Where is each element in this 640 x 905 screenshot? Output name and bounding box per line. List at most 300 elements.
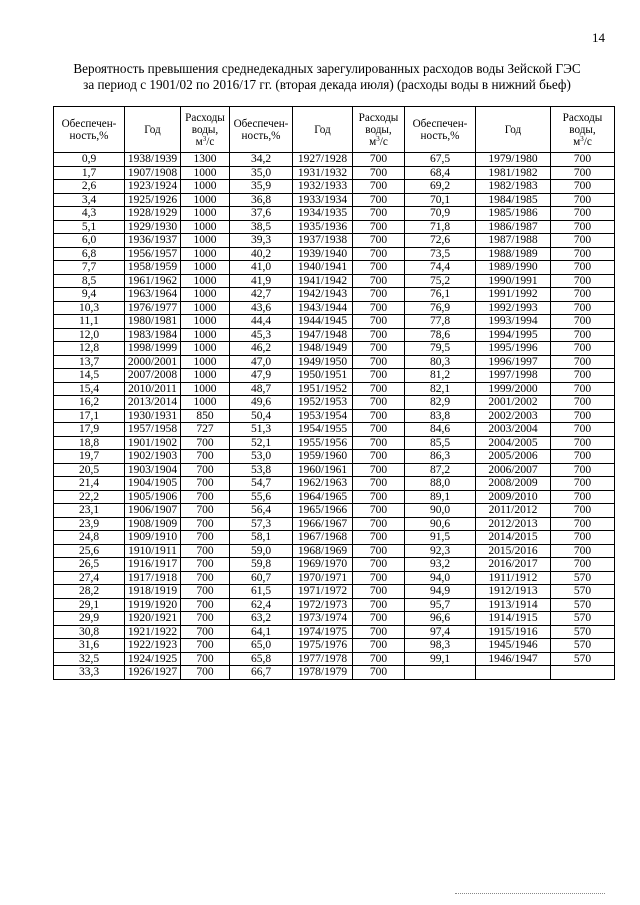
- cell-probability: 98,3: [405, 639, 476, 653]
- cell-year: 1942/1943: [293, 288, 353, 302]
- table-row: [54, 531, 615, 545]
- cell-flow: 700: [353, 436, 405, 450]
- cell-probability: 14,5: [54, 369, 125, 383]
- cell-flow: 700: [353, 490, 405, 504]
- cell-year: 1908/1909: [125, 517, 181, 531]
- cell-probability: 94,0: [405, 571, 476, 585]
- cell-year: 1991/1992: [476, 288, 551, 302]
- cell-flow: 700: [551, 423, 615, 437]
- cell-flow: 700: [551, 166, 615, 180]
- cell-year: 1988/1989: [476, 247, 551, 261]
- cell-year: 1994/1995: [476, 328, 551, 342]
- header-probability-line2: ность,%: [241, 129, 281, 142]
- cell-year: 1985/1986: [476, 207, 551, 221]
- cell-year: 1961/1962: [125, 274, 181, 288]
- cell-probability: 51,3: [230, 423, 293, 437]
- table-row: [54, 477, 615, 491]
- cell-flow: 700: [551, 409, 615, 423]
- cell-flow: 700: [353, 625, 405, 639]
- table-row: [54, 544, 615, 558]
- cell-probability: 57,3: [230, 517, 293, 531]
- cell-year: 2005/2006: [476, 450, 551, 464]
- cell-flow: 700: [353, 666, 405, 680]
- cell-probability: 64,1: [230, 625, 293, 639]
- cell-flow: 1000: [181, 396, 230, 410]
- cell-year: 1958/1959: [125, 261, 181, 275]
- table-row: [54, 180, 615, 194]
- cell-flow: 700: [353, 342, 405, 356]
- cell-probability: 91,5: [405, 531, 476, 545]
- cell-probability: 15,4: [54, 382, 125, 396]
- cell-year: 2000/2001: [125, 355, 181, 369]
- cell-probability: 39,3: [230, 234, 293, 248]
- cell-probability: 17,9: [54, 423, 125, 437]
- cell-flow: 700: [181, 598, 230, 612]
- cell-flow: 700: [551, 396, 615, 410]
- cell-flow: 700: [551, 463, 615, 477]
- cell-year: 1930/1931: [125, 409, 181, 423]
- cell-year: 1901/1902: [125, 436, 181, 450]
- cell-probability: 47,9: [230, 369, 293, 383]
- cell-probability: 28,2: [54, 585, 125, 599]
- cell-probability: 90,6: [405, 517, 476, 531]
- cell-flow: 700: [551, 288, 615, 302]
- cell-flow: 700: [551, 234, 615, 248]
- cell-probability: 13,7: [54, 355, 125, 369]
- cell-flow: 700: [181, 450, 230, 464]
- cell-year: 2002/2003: [476, 409, 551, 423]
- header-flow-line2: воды,: [569, 123, 596, 136]
- table-row: [54, 207, 615, 221]
- cell-flow: 700: [353, 450, 405, 464]
- cell-year: 1992/1993: [476, 301, 551, 315]
- cell-probability: 6,0: [54, 234, 125, 248]
- cell-probability: 5,1: [54, 220, 125, 234]
- cell-probability: 60,7: [230, 571, 293, 585]
- header-flow: [181, 107, 230, 153]
- cell-probability: 50,4: [230, 409, 293, 423]
- cell-year: 1972/1973: [293, 598, 353, 612]
- cell-year: [476, 666, 551, 680]
- cell-flow: 700: [551, 504, 615, 518]
- cell-probability: 69,2: [405, 180, 476, 194]
- cell-year: 1915/1916: [476, 625, 551, 639]
- cell-probability: 86,3: [405, 450, 476, 464]
- cell-probability: [405, 666, 476, 680]
- table-row: [54, 153, 615, 167]
- cell-year: 1909/1910: [125, 531, 181, 545]
- cell-probability: 24,8: [54, 531, 125, 545]
- cell-flow: 700: [551, 261, 615, 275]
- cell-year: 1934/1935: [293, 207, 353, 221]
- table-row: [54, 504, 615, 518]
- cell-year: 1914/1915: [476, 612, 551, 626]
- cell-flow: 700: [353, 504, 405, 518]
- cell-flow: 700: [181, 490, 230, 504]
- cell-flow: 700: [353, 355, 405, 369]
- cell-flow: 700: [353, 463, 405, 477]
- cell-year: 2013/2014: [125, 396, 181, 410]
- cell-year: 1944/1945: [293, 315, 353, 329]
- table-row: [54, 490, 615, 504]
- cell-flow: 1000: [181, 180, 230, 194]
- cell-probability: 96,6: [405, 612, 476, 626]
- cell-flow: 700: [181, 544, 230, 558]
- cell-year: 1979/1980: [476, 153, 551, 167]
- table-row: [54, 585, 615, 599]
- cell-probability: 61,5: [230, 585, 293, 599]
- cell-probability: 99,1: [405, 652, 476, 666]
- cell-flow: 1000: [181, 207, 230, 221]
- cell-flow: 1000: [181, 315, 230, 329]
- cell-probability: 56,4: [230, 504, 293, 518]
- table-row: [54, 598, 615, 612]
- cell-year: 1918/1919: [125, 585, 181, 599]
- cell-flow: 700: [551, 342, 615, 356]
- cell-flow: 700: [353, 477, 405, 491]
- cell-flow: 700: [353, 652, 405, 666]
- cell-year: 1999/2000: [476, 382, 551, 396]
- cell-probability: 68,4: [405, 166, 476, 180]
- cell-year: 1922/1923: [125, 639, 181, 653]
- cell-probability: 53,0: [230, 450, 293, 464]
- cell-flow: 700: [353, 328, 405, 342]
- table-row: [54, 571, 615, 585]
- cell-year: 2016/2017: [476, 558, 551, 572]
- cell-flow: 700: [181, 571, 230, 585]
- cell-flow: 700: [353, 315, 405, 329]
- cell-year: 1975/1976: [293, 639, 353, 653]
- table-row: [54, 166, 615, 180]
- cell-probability: 94,9: [405, 585, 476, 599]
- cell-year: 1996/1997: [476, 355, 551, 369]
- cell-flow: 700: [181, 612, 230, 626]
- cell-flow: 700: [353, 180, 405, 194]
- cell-flow: 700: [353, 301, 405, 315]
- cell-flow: 700: [551, 207, 615, 221]
- cell-flow: 700: [181, 517, 230, 531]
- header-row: [54, 107, 615, 153]
- cell-flow: 700: [353, 220, 405, 234]
- cell-probability: 62,4: [230, 598, 293, 612]
- cell-flow: 570: [551, 639, 615, 653]
- cell-year: 1983/1984: [125, 328, 181, 342]
- cell-probability: 75,2: [405, 274, 476, 288]
- cell-flow: 1000: [181, 261, 230, 275]
- cell-year: 1938/1939: [125, 153, 181, 167]
- cell-year: 1997/1998: [476, 369, 551, 383]
- cell-probability: 35,0: [230, 166, 293, 180]
- cell-probability: 11,1: [54, 315, 125, 329]
- cell-year: 2001/2002: [476, 396, 551, 410]
- table-row: [54, 652, 615, 666]
- cell-probability: 25,6: [54, 544, 125, 558]
- cell-year: 1913/1914: [476, 598, 551, 612]
- table-body: [54, 153, 615, 680]
- cell-flow: 700: [181, 639, 230, 653]
- cell-year: 1950/1951: [293, 369, 353, 383]
- cell-probability: 19,7: [54, 450, 125, 464]
- header-probability: [230, 107, 293, 153]
- cell-flow: 1000: [181, 382, 230, 396]
- cell-flow: 1000: [181, 301, 230, 315]
- cell-year: 1981/1982: [476, 166, 551, 180]
- cell-probability: 6,8: [54, 247, 125, 261]
- cell-flow: 700: [551, 220, 615, 234]
- cell-probability: 78,6: [405, 328, 476, 342]
- cell-probability: 52,1: [230, 436, 293, 450]
- cell-year: 1943/1944: [293, 301, 353, 315]
- cell-probability: 17,1: [54, 409, 125, 423]
- cell-probability: 18,8: [54, 436, 125, 450]
- cell-year: 1968/1969: [293, 544, 353, 558]
- header-flow-unit: $м^3/с$: [369, 134, 388, 148]
- cell-year: 1912/1913: [476, 585, 551, 599]
- cell-flow: 700: [181, 477, 230, 491]
- cell-probability: 9,4: [54, 288, 125, 302]
- cell-year: 1969/1970: [293, 558, 353, 572]
- cell-flow: 700: [353, 207, 405, 221]
- cell-year: 1954/1955: [293, 423, 353, 437]
- cell-year: 2009/2010: [476, 490, 551, 504]
- cell-flow: 700: [181, 531, 230, 545]
- cell-year: 1907/1908: [125, 166, 181, 180]
- cell-year: 1904/1905: [125, 477, 181, 491]
- cell-probability: 33,3: [54, 666, 125, 680]
- cell-probability: 40,2: [230, 247, 293, 261]
- cell-flow: 1300: [181, 153, 230, 167]
- cell-flow: 700: [353, 571, 405, 585]
- cell-probability: 72,6: [405, 234, 476, 248]
- cell-year: 1940/1941: [293, 261, 353, 275]
- cell-probability: 59,8: [230, 558, 293, 572]
- cell-probability: 46,2: [230, 342, 293, 356]
- table-row: [54, 396, 615, 410]
- cell-year: 1982/1983: [476, 180, 551, 194]
- cell-probability: 37,6: [230, 207, 293, 221]
- table-row: [54, 274, 615, 288]
- cell-year: 1939/1940: [293, 247, 353, 261]
- title-line-2: за период с 1901/02 по 2016/17 гг. (вторая декада июля) (расходы воды в нижний бьеф): [83, 77, 571, 92]
- table-row: [54, 342, 615, 356]
- cell-flow: 700: [181, 585, 230, 599]
- table-row: [54, 301, 615, 315]
- cell-year: 2004/2005: [476, 436, 551, 450]
- table-header: [54, 107, 615, 153]
- cell-flow: 700: [353, 544, 405, 558]
- cell-flow: 700: [181, 666, 230, 680]
- cell-probability: 71,8: [405, 220, 476, 234]
- cell-flow: 700: [551, 382, 615, 396]
- header-probability: [405, 107, 476, 153]
- cell-year: 1980/1981: [125, 315, 181, 329]
- cell-probability: 23,1: [54, 504, 125, 518]
- cell-year: 1911/1912: [476, 571, 551, 585]
- cell-year: 1995/1996: [476, 342, 551, 356]
- cell-year: 1977/1978: [293, 652, 353, 666]
- cell-flow: 700: [353, 382, 405, 396]
- cell-flow: 1000: [181, 234, 230, 248]
- cell-flow: 700: [353, 423, 405, 437]
- cell-year: 1989/1990: [476, 261, 551, 275]
- table-row: [54, 409, 615, 423]
- cell-probability: 88,0: [405, 477, 476, 491]
- footer-artifact: [455, 893, 605, 896]
- cell-flow: 700: [353, 598, 405, 612]
- cell-flow: 700: [353, 234, 405, 248]
- cell-year: 1957/1958: [125, 423, 181, 437]
- cell-year: 1976/1977: [125, 301, 181, 315]
- cell-year: 1984/1985: [476, 193, 551, 207]
- header-flow-unit: $м^3/с$: [573, 134, 592, 148]
- cell-probability: 45,3: [230, 328, 293, 342]
- cell-flow: 700: [353, 166, 405, 180]
- cell-probability: 82,9: [405, 396, 476, 410]
- cell-probability: 74,4: [405, 261, 476, 275]
- table-row: [54, 193, 615, 207]
- cell-probability: 34,2: [230, 153, 293, 167]
- cell-probability: 87,2: [405, 463, 476, 477]
- header-flow-unit: $м^3/с$: [195, 134, 215, 148]
- cell-probability: 82,1: [405, 382, 476, 396]
- cell-year: 1933/1934: [293, 193, 353, 207]
- header-flow-line1: Расходы: [185, 111, 225, 124]
- cell-flow: 727: [181, 423, 230, 437]
- cell-year: 1926/1927: [125, 666, 181, 680]
- cell-year: 1941/1942: [293, 274, 353, 288]
- header-probability-line2: ность,%: [420, 129, 460, 142]
- cell-year: 2006/2007: [476, 463, 551, 477]
- cell-flow: 700: [181, 558, 230, 572]
- header-year: Год: [125, 107, 181, 153]
- cell-flow: 700: [551, 436, 615, 450]
- cell-year: 1951/1952: [293, 382, 353, 396]
- cell-probability: 41,0: [230, 261, 293, 275]
- header-probability-line1: Обеспечен-: [233, 117, 289, 130]
- cell-year: 1966/1967: [293, 517, 353, 531]
- cell-year: 1955/1956: [293, 436, 353, 450]
- cell-flow: 700: [551, 517, 615, 531]
- table-row: [54, 423, 615, 437]
- cell-probability: 49,6: [230, 396, 293, 410]
- cell-probability: 58,1: [230, 531, 293, 545]
- cell-flow: 1000: [181, 274, 230, 288]
- cell-flow: 700: [353, 531, 405, 545]
- cell-flow: 700: [551, 355, 615, 369]
- cell-probability: 66,7: [230, 666, 293, 680]
- cell-flow: 700: [551, 328, 615, 342]
- cell-year: 1905/1906: [125, 490, 181, 504]
- cell-probability: 3,4: [54, 193, 125, 207]
- cell-probability: 7,7: [54, 261, 125, 275]
- cell-flow: 700: [353, 153, 405, 167]
- table-row: [54, 639, 615, 653]
- title-line-1: Вероятность превышения среднедекадных зарегулированных расходов воды Зейской ГЭС: [73, 61, 581, 76]
- cell-probability: 85,5: [405, 436, 476, 450]
- cell-flow: 1000: [181, 220, 230, 234]
- cell-probability: 83,8: [405, 409, 476, 423]
- cell-probability: 8,5: [54, 274, 125, 288]
- cell-probability: 55,6: [230, 490, 293, 504]
- cell-probability: 80,3: [405, 355, 476, 369]
- cell-year: 2003/2004: [476, 423, 551, 437]
- cell-probability: 95,7: [405, 598, 476, 612]
- cell-probability: 44,4: [230, 315, 293, 329]
- probability-table: [53, 106, 615, 680]
- cell-year: 1920/1921: [125, 612, 181, 626]
- cell-year: 1978/1979: [293, 666, 353, 680]
- table-row: [54, 450, 615, 464]
- cell-flow: 570: [551, 625, 615, 639]
- cell-flow: 700: [353, 612, 405, 626]
- cell-year: 1929/1930: [125, 220, 181, 234]
- cell-year: 1952/1953: [293, 396, 353, 410]
- cell-year: 1902/1903: [125, 450, 181, 464]
- cell-probability: 84,6: [405, 423, 476, 437]
- header-year: Год: [476, 107, 551, 153]
- cell-flow: 700: [181, 504, 230, 518]
- cell-flow: 570: [551, 571, 615, 585]
- cell-flow: 700: [551, 450, 615, 464]
- cell-probability: 30,8: [54, 625, 125, 639]
- cell-flow: 700: [551, 477, 615, 491]
- cell-year: 2014/2015: [476, 531, 551, 545]
- cell-flow: 700: [551, 247, 615, 261]
- cell-probability: 22,2: [54, 490, 125, 504]
- cell-probability: 65,0: [230, 639, 293, 653]
- table-row: [54, 436, 615, 450]
- cell-probability: 89,1: [405, 490, 476, 504]
- cell-year: 1949/1950: [293, 355, 353, 369]
- cell-year: 1927/1928: [293, 153, 353, 167]
- cell-year: 1967/1968: [293, 531, 353, 545]
- cell-year: 1973/1974: [293, 612, 353, 626]
- cell-year: 1970/1971: [293, 571, 353, 585]
- cell-probability: 20,5: [54, 463, 125, 477]
- cell-probability: 47,0: [230, 355, 293, 369]
- cell-year: 1932/1933: [293, 180, 353, 194]
- cell-flow: 1000: [181, 369, 230, 383]
- cell-year: 1935/1936: [293, 220, 353, 234]
- cell-year: 1906/1907: [125, 504, 181, 518]
- cell-flow: 700: [181, 652, 230, 666]
- table-row: [54, 328, 615, 342]
- table-row: [54, 369, 615, 383]
- cell-year: 1936/1937: [125, 234, 181, 248]
- cell-flow: 700: [353, 274, 405, 288]
- cell-year: 1946/1947: [476, 652, 551, 666]
- cell-flow: 700: [353, 585, 405, 599]
- cell-year: 2010/2011: [125, 382, 181, 396]
- cell-flow: 700: [551, 369, 615, 383]
- cell-year: 1956/1957: [125, 247, 181, 261]
- cell-probability: 27,4: [54, 571, 125, 585]
- cell-probability: 70,1: [405, 193, 476, 207]
- cell-year: 1974/1975: [293, 625, 353, 639]
- header-probability: [54, 107, 125, 153]
- cell-flow: 700: [551, 315, 615, 329]
- cell-flow: 700: [551, 490, 615, 504]
- cell-year: 1990/1991: [476, 274, 551, 288]
- cell-year: 1937/1938: [293, 234, 353, 248]
- cell-probability: 42,7: [230, 288, 293, 302]
- cell-year: 1962/1963: [293, 477, 353, 491]
- table-row: [54, 261, 615, 275]
- cell-flow: 1000: [181, 355, 230, 369]
- header-flow-line1: Расходы: [562, 111, 603, 124]
- cell-probability: 21,4: [54, 477, 125, 491]
- cell-year: 1953/1954: [293, 409, 353, 423]
